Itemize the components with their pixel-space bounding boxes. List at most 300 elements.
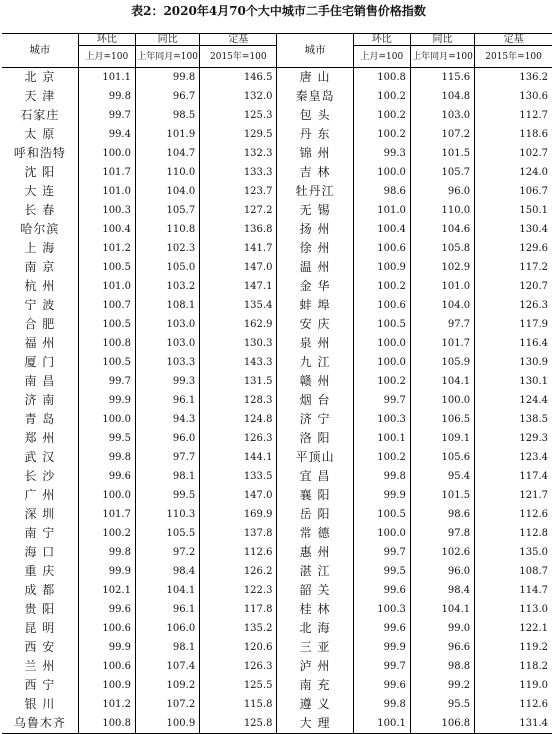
right-base-value: 150.1: [475, 201, 552, 220]
left-mom-value: 101.7: [78, 505, 135, 524]
left-base-value: 124.8: [200, 410, 277, 429]
left-yoy-value: 98.5: [135, 106, 199, 125]
table-row: [2, 581, 552, 600]
left-mom-value: 100.2: [78, 524, 135, 543]
left-city-name: 济 南: [24, 393, 56, 407]
right-base-value: 108.7: [475, 562, 552, 581]
right-base-value: 122.1: [475, 619, 552, 638]
table-row: [2, 429, 552, 448]
left-yoy-value: 103.2: [135, 277, 199, 296]
left-yoy-value: 103.3: [135, 353, 199, 372]
left-city-name: 重 庆: [24, 564, 56, 578]
left-city-name: 南 昌: [24, 374, 56, 388]
right-base-value: 106.7: [475, 182, 552, 201]
table-row: [2, 106, 552, 125]
right-yoy-value: 105.9: [410, 353, 474, 372]
table-row: [2, 562, 552, 581]
city-header-right: 城市: [277, 34, 353, 68]
left-mom-value: 99.9: [78, 391, 135, 410]
right-city-name: 唐 山: [277, 68, 353, 88]
right-city-name: 南 充: [277, 676, 353, 695]
table-row: [2, 334, 552, 353]
left-yoy-value: 99.8: [135, 68, 199, 88]
left-city-name: 哈尔滨: [20, 222, 60, 236]
left-yoy-value: 97.7: [135, 448, 199, 467]
left-yoy-value: 96.0: [135, 429, 199, 448]
right-city-name: 吉 林: [277, 163, 353, 182]
left-yoy-value: 105.5: [135, 524, 199, 543]
left-yoy-value: 110.8: [135, 220, 199, 239]
right-mom-value: 99.5: [353, 562, 410, 581]
left-yoy-value: 98.1: [135, 638, 199, 657]
left-city-name: 南 京: [24, 260, 56, 274]
left-city-name: 昆 明: [24, 621, 56, 635]
yoy-subheader-right: 上年同月=100: [410, 46, 474, 68]
left-city-name: 郑 州: [24, 431, 56, 445]
table-row: [2, 296, 552, 315]
mom-subheader-right: 上月=100: [353, 46, 410, 68]
right-mom-value: 100.2: [353, 277, 410, 296]
right-mom-value: 100.3: [353, 410, 410, 429]
left-base-value: 125.3: [200, 106, 277, 125]
right-mom-value: 99.6: [353, 581, 410, 600]
table-row: [2, 391, 552, 410]
left-city-name: 海 口: [24, 545, 56, 559]
left-yoy-value: 104.1: [135, 581, 199, 600]
left-mom-value: 99.4: [78, 125, 135, 144]
table-row: [2, 638, 552, 657]
left-yoy-value: 105.0: [135, 258, 199, 277]
mom-header-left: 环比: [78, 34, 135, 46]
table-row: [2, 676, 552, 695]
right-base-value: 116.4: [475, 334, 552, 353]
right-city-name: 桂 林: [277, 600, 353, 619]
left-mom-value: 100.5: [78, 258, 135, 277]
left-yoy-value: 107.4: [135, 657, 199, 676]
table-row: [2, 657, 552, 676]
left-mom-value: 99.6: [78, 467, 135, 486]
left-base-value: 126.3: [200, 657, 277, 676]
left-city-name: 广 州: [24, 488, 56, 502]
right-mom-value: 100.3: [353, 600, 410, 619]
right-city-name: 平顶山: [277, 448, 353, 467]
right-city-name: 襄 阳: [277, 486, 353, 505]
table-row: [2, 277, 552, 296]
right-mom-value: 100.9: [353, 258, 410, 277]
right-city-name: 包 头: [277, 106, 353, 125]
table-row: [2, 87, 552, 106]
right-yoy-value: 105.6: [410, 448, 474, 467]
right-base-value: 118.6: [475, 125, 552, 144]
right-yoy-value: 97.8: [410, 524, 474, 543]
right-mom-value: 100.2: [353, 87, 410, 106]
table-row: [2, 182, 552, 201]
right-yoy-value: 107.2: [410, 125, 474, 144]
left-base-value: 146.5: [200, 68, 277, 88]
left-yoy-value: 104.7: [135, 144, 199, 163]
right-city-name: 济 宁: [277, 410, 353, 429]
left-city-name: 兰 州: [24, 659, 56, 673]
left-city-name: 乌鲁木齐: [2, 714, 78, 734]
left-city-name: 西 安: [24, 640, 56, 654]
right-yoy-value: 104.0: [410, 296, 474, 315]
right-yoy-value: 105.7: [410, 163, 474, 182]
right-yoy-value: 104.6: [410, 220, 474, 239]
left-yoy-value: 94.3: [135, 410, 199, 429]
left-yoy-value: 105.7: [135, 201, 199, 220]
right-yoy-value: 99.0: [410, 619, 474, 638]
right-yoy-value: 101.0: [410, 277, 474, 296]
right-yoy-value: 95.5: [410, 695, 474, 714]
left-mom-value: 100.4: [78, 220, 135, 239]
right-mom-value: 100.5: [353, 315, 410, 334]
table-row: [2, 524, 552, 543]
right-mom-value: 100.0: [353, 524, 410, 543]
left-city-name: 石家庄: [20, 108, 60, 122]
right-yoy-value: 110.0: [410, 201, 474, 220]
table-row: [2, 600, 552, 619]
right-yoy-value: 101.5: [410, 486, 474, 505]
left-yoy-value: 110.3: [135, 505, 199, 524]
right-base-value: 129.6: [475, 239, 552, 258]
left-base-value: 117.8: [200, 600, 277, 619]
right-city-name: 韶 关: [277, 581, 353, 600]
left-yoy-value: 100.9: [135, 714, 199, 734]
left-city-name: 青 岛: [24, 412, 56, 426]
right-base-value: 117.2: [475, 258, 552, 277]
left-base-value: 147.1: [200, 277, 277, 296]
left-yoy-value: 96.1: [135, 391, 199, 410]
left-base-value: 127.2: [200, 201, 277, 220]
left-yoy-value: 102.3: [135, 239, 199, 258]
right-mom-value: 99.9: [353, 486, 410, 505]
right-yoy-value: 98.4: [410, 581, 474, 600]
left-city-name: 呼和浩特: [13, 146, 66, 160]
right-yoy-value: 115.6: [410, 68, 474, 88]
right-base-value: 112.8: [475, 524, 552, 543]
right-mom-value: 98.6: [353, 182, 410, 201]
left-city-name: 大 连: [24, 184, 56, 198]
table-row: [2, 505, 552, 524]
left-base-value: 125.5: [200, 676, 277, 695]
left-mom-value: 100.8: [78, 714, 135, 734]
right-yoy-value: 104.1: [410, 600, 474, 619]
right-mom-value: 100.6: [353, 239, 410, 258]
left-yoy-value: 107.2: [135, 695, 199, 714]
right-base-value: 117.4: [475, 467, 552, 486]
table-row: [2, 163, 552, 182]
right-base-value: 112.6: [475, 695, 552, 714]
left-mom-value: 100.6: [78, 657, 135, 676]
right-base-value: 136.2: [475, 68, 552, 88]
mom-subheader-left: 上月=100: [78, 46, 135, 68]
right-base-value: 135.0: [475, 543, 552, 562]
price-index-table: [2, 33, 552, 734]
left-base-value: 115.8: [200, 695, 277, 714]
right-yoy-value: 99.2: [410, 676, 474, 695]
left-yoy-value: 108.1: [135, 296, 199, 315]
left-city-name: 厦 门: [24, 355, 56, 369]
table-title: 表2：2020年4月70个大中城市二手住宅销售价格指数: [131, 4, 426, 18]
right-mom-value: 99.7: [353, 657, 410, 676]
right-base-value: 112.7: [475, 106, 552, 125]
left-mom-value: 100.0: [78, 410, 135, 429]
left-city-name: 武 汉: [24, 450, 56, 464]
right-yoy-value: 102.9: [410, 258, 474, 277]
yoy-header-left: 同比: [135, 34, 199, 46]
left-base-value: 126.2: [200, 562, 277, 581]
right-yoy-value: 106.5: [410, 410, 474, 429]
left-base-value: 132.3: [200, 144, 277, 163]
left-yoy-value: 101.9: [135, 125, 199, 144]
right-city-name: 泉 州: [277, 334, 353, 353]
right-city-name: 烟 台: [277, 391, 353, 410]
left-mom-value: 102.1: [78, 581, 135, 600]
left-city-name: 太 原: [24, 127, 56, 141]
left-mom-value: 99.6: [78, 600, 135, 619]
left-base-value: 122.3: [200, 581, 277, 600]
right-mom-value: 100.8: [353, 68, 410, 88]
right-base-value: 120.7: [475, 277, 552, 296]
left-mom-value: 99.5: [78, 429, 135, 448]
left-yoy-value: 103.0: [135, 315, 199, 334]
left-yoy-value: 98.4: [135, 562, 199, 581]
left-city-name: 天 津: [24, 89, 56, 103]
right-base-value: 119.0: [475, 676, 552, 695]
right-yoy-value: 95.4: [410, 467, 474, 486]
left-city-name: 成 都: [24, 583, 56, 597]
table-row: [2, 125, 552, 144]
right-mom-value: 99.3: [353, 144, 410, 163]
left-city-name: 西 宁: [24, 678, 56, 692]
right-mom-value: 100.2: [353, 372, 410, 391]
right-base-value: 117.9: [475, 315, 552, 334]
left-mom-value: 99.8: [78, 543, 135, 562]
left-city-name: 宁 波: [24, 298, 56, 312]
right-mom-value: 100.2: [353, 125, 410, 144]
left-base-value: 128.3: [200, 391, 277, 410]
yoy-subheader-left: 上年同月=100: [135, 46, 199, 68]
right-yoy-value: 109.1: [410, 429, 474, 448]
right-mom-value: 99.6: [353, 619, 410, 638]
table-row: [2, 315, 552, 334]
left-base-value: 132.0: [200, 87, 277, 106]
left-mom-value: 101.0: [78, 182, 135, 201]
right-city-name: 遵 义: [277, 695, 353, 714]
left-mom-value: 100.0: [78, 144, 135, 163]
right-yoy-value: 98.8: [410, 657, 474, 676]
right-city-name: 三 亚: [277, 638, 353, 657]
right-base-value: 126.3: [475, 296, 552, 315]
right-yoy-value: 98.6: [410, 505, 474, 524]
right-city-name: 惠 州: [277, 543, 353, 562]
right-mom-value: 100.0: [353, 353, 410, 372]
right-mom-value: 99.6: [353, 676, 410, 695]
left-city-name: 合 肥: [24, 317, 56, 331]
base-header-left: 定基: [200, 34, 277, 46]
right-base-value: 114.7: [475, 581, 552, 600]
right-base-value: 118.2: [475, 657, 552, 676]
left-city-name: 沈 阳: [24, 165, 56, 179]
right-city-name: 九 江: [277, 353, 353, 372]
right-base-value: 112.6: [475, 505, 552, 524]
left-mom-value: 100.5: [78, 315, 135, 334]
right-base-value: 130.4: [475, 220, 552, 239]
right-yoy-value: 104.8: [410, 87, 474, 106]
right-base-value: 102.7: [475, 144, 552, 163]
left-city-name: 贵 阳: [24, 602, 56, 616]
right-mom-value: 100.5: [353, 505, 410, 524]
right-yoy-value: 103.0: [410, 106, 474, 125]
right-city-name: 温 州: [277, 258, 353, 277]
table-row: [2, 220, 552, 239]
left-mom-value: 99.8: [78, 448, 135, 467]
table-row: [2, 543, 552, 562]
left-base-value: 131.5: [200, 372, 277, 391]
right-city-name: 金 华: [277, 277, 353, 296]
right-base-value: 131.4: [475, 714, 552, 734]
left-base-value: 120.6: [200, 638, 277, 657]
right-city-name: 锦 州: [277, 144, 353, 163]
table-row: [2, 144, 552, 163]
base-subheader-right: 2015年=100: [475, 46, 552, 68]
left-base-value: 162.9: [200, 315, 277, 334]
right-mom-value: 100.0: [353, 334, 410, 353]
left-mom-value: 99.8: [78, 87, 135, 106]
right-mom-value: 99.8: [353, 467, 410, 486]
right-base-value: 124.4: [475, 391, 552, 410]
left-base-value: 136.8: [200, 220, 277, 239]
table-row: [2, 239, 552, 258]
left-city-name: 长 沙: [24, 469, 56, 483]
right-city-name: 蚌 埠: [277, 296, 353, 315]
left-base-value: 135.4: [200, 296, 277, 315]
table-row: [2, 619, 552, 638]
left-base-value: 112.6: [200, 543, 277, 562]
left-mom-value: 99.7: [78, 106, 135, 125]
table-row: [2, 486, 552, 505]
left-mom-value: 101.7: [78, 163, 135, 182]
table-row: [2, 714, 552, 734]
left-base-value: 133.3: [200, 163, 277, 182]
right-base-value: 129.3: [475, 429, 552, 448]
left-mom-value: 100.3: [78, 201, 135, 220]
left-city-name: 银 川: [24, 697, 56, 711]
left-mom-value: 100.5: [78, 353, 135, 372]
left-yoy-value: 103.0: [135, 334, 199, 353]
left-mom-value: 101.0: [78, 277, 135, 296]
base-subheader-left: 2015年=100: [200, 46, 277, 68]
right-city-name: 赣 州: [277, 372, 353, 391]
right-yoy-value: 105.8: [410, 239, 474, 258]
right-city-name: 无 锡: [277, 201, 353, 220]
left-yoy-value: 96.7: [135, 87, 199, 106]
left-base-value: 169.9: [200, 505, 277, 524]
right-city-name: 大 理: [277, 714, 353, 734]
right-city-name: 北 海: [277, 619, 353, 638]
table-row: [2, 410, 552, 429]
left-yoy-value: 104.0: [135, 182, 199, 201]
left-city-name: 福 州: [24, 336, 56, 350]
table-row: [2, 372, 552, 391]
left-mom-value: 100.7: [78, 296, 135, 315]
right-city-name: 丹 东: [277, 125, 353, 144]
right-city-name: 湛 江: [277, 562, 353, 581]
left-city-name: 北 京: [24, 70, 56, 84]
left-base-value: 147.0: [200, 486, 277, 505]
right-yoy-value: 96.6: [410, 638, 474, 657]
right-base-value: 113.0: [475, 600, 552, 619]
left-yoy-value: 99.3: [135, 372, 199, 391]
table-row: [2, 448, 552, 467]
base-header-right: 定基: [475, 34, 552, 46]
right-yoy-value: 102.6: [410, 543, 474, 562]
right-base-value: 123.4: [475, 448, 552, 467]
right-yoy-value: 96.0: [410, 182, 474, 201]
left-base-value: 143.3: [200, 353, 277, 372]
left-mom-value: 100.9: [78, 676, 135, 695]
left-base-value: 133.5: [200, 467, 277, 486]
left-mom-value: 101.1: [78, 68, 135, 88]
left-base-value: 129.5: [200, 125, 277, 144]
right-mom-value: 100.1: [353, 429, 410, 448]
right-mom-value: 100.0: [353, 163, 410, 182]
yoy-header-right: 同比: [410, 34, 474, 46]
table-row: [2, 201, 552, 220]
right-yoy-value: 101.7: [410, 334, 474, 353]
table-row: [2, 258, 552, 277]
left-yoy-value: 110.0: [135, 163, 199, 182]
right-city-name: 岳 阳: [277, 505, 353, 524]
left-city-name: 长 春: [24, 203, 56, 217]
right-yoy-value: 106.8: [410, 714, 474, 734]
right-city-name: 牡丹江: [277, 182, 353, 201]
right-mom-value: 99.7: [353, 391, 410, 410]
left-base-value: 130.3: [200, 334, 277, 353]
right-city-name: 常 德: [277, 524, 353, 543]
right-base-value: 130.9: [475, 353, 552, 372]
right-mom-value: 100.4: [353, 220, 410, 239]
right-mom-value: 99.9: [353, 638, 410, 657]
right-mom-value: 100.1: [353, 714, 410, 734]
left-mom-value: 101.2: [78, 695, 135, 714]
left-city-name: 杭 州: [24, 279, 56, 293]
right-mom-value: 101.0: [353, 201, 410, 220]
left-base-value: 144.1: [200, 448, 277, 467]
left-base-value: 135.2: [200, 619, 277, 638]
right-city-name: 秦皇岛: [277, 87, 353, 106]
right-yoy-value: 100.0: [410, 391, 474, 410]
right-mom-value: 99.7: [353, 543, 410, 562]
left-mom-value: 100.0: [78, 486, 135, 505]
left-yoy-value: 97.2: [135, 543, 199, 562]
table-row: [2, 68, 552, 88]
table-row: [2, 353, 552, 372]
right-yoy-value: 104.1: [410, 372, 474, 391]
right-city-name: 宜 昌: [277, 467, 353, 486]
left-base-value: 137.8: [200, 524, 277, 543]
left-base-value: 147.0: [200, 258, 277, 277]
left-city-name: 深 圳: [24, 507, 56, 521]
left-yoy-value: 106.0: [135, 619, 199, 638]
right-base-value: 124.0: [475, 163, 552, 182]
left-mom-value: 99.7: [78, 372, 135, 391]
left-mom-value: 99.9: [78, 562, 135, 581]
right-yoy-value: 97.7: [410, 315, 474, 334]
right-city-name: 扬 州: [277, 220, 353, 239]
right-mom-value: 100.2: [353, 106, 410, 125]
right-city-name: 安 庆: [277, 315, 353, 334]
